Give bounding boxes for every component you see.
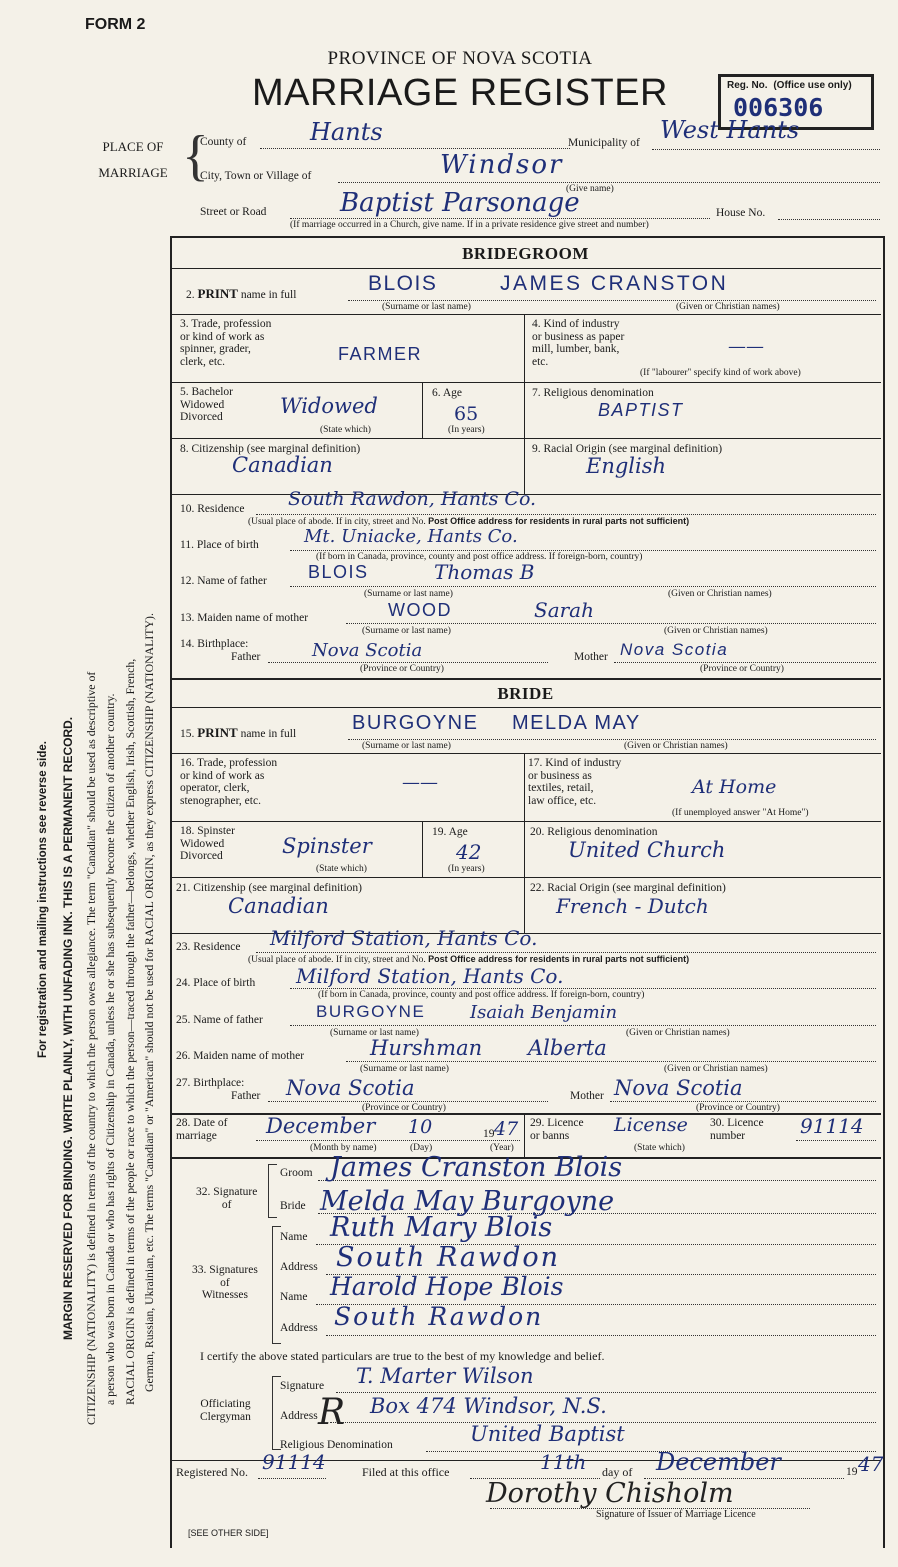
house-number-label: House No.: [716, 207, 766, 219]
groom-given-names: JAMES CRANSTON: [500, 272, 729, 295]
bride-surname-note: (Surname or last name): [362, 741, 451, 751]
bride-surname: BURGOYNE: [352, 712, 479, 734]
clergy-denomination: United Baptist: [470, 1422, 625, 1446]
page-title: MARRIAGE REGISTER: [252, 72, 668, 114]
marriage-year: 47: [494, 1118, 519, 1140]
margin-binding-note: MARGIN RESERVED FOR BINDING. WRITE PLAINLY, WITH UNFADING INK. THIS IS A PERMANENT RECORD.: [61, 716, 75, 1340]
clergyman-label: Officiating Clergyman: [200, 1398, 251, 1423]
groom-name-label: 2. PRINT name in full: [186, 286, 297, 301]
bride-father-given: Isaiah Benjamin: [470, 1002, 618, 1023]
filed-year-prefix: 19: [846, 1466, 858, 1478]
bride-mother-given-note: (Given or Christian names): [664, 1064, 768, 1074]
year-note: (Year): [490, 1143, 514, 1153]
groom-industry: ——: [728, 336, 764, 357]
reg-number-label: Reg. No.: [727, 80, 768, 91]
given-names-note: (Given or Christian names): [676, 302, 780, 312]
province-heading: PROVINCE OF NOVA SCOTIA: [327, 48, 593, 69]
place-brace: {: [182, 125, 209, 187]
bride-in-years: (In years): [448, 864, 485, 874]
clergy-address: Box 474 Windsor, N.S.: [370, 1394, 607, 1418]
bride-age: 42: [456, 840, 482, 864]
groom-bp-father: Nova Scotia: [312, 640, 423, 661]
groom-mother-surname: WOOD: [388, 600, 452, 620]
bride-bp-mother-label: Mother: [570, 1090, 604, 1102]
issuer-label: Signature of Issuer of Marriage Licence: [596, 1509, 756, 1520]
date-of-marriage-label: 28. Date of marriage: [176, 1117, 228, 1142]
see-other-side: [SEE OTHER SIDE]: [188, 1528, 269, 1538]
bride-racial-label: 22. Racial Origin (see marginal definition): [530, 882, 726, 894]
bride-bp-father: Nova Scotia: [286, 1076, 415, 1100]
witness1-address: South Rawdon: [336, 1242, 561, 1273]
w1-address-label: Address: [280, 1261, 318, 1273]
margin-definition-3: RACIAL ORIGIN is defined in terms of the people or race to which the person—traced through the father—belongs, whether English, Irish, Scottish, French,: [123, 658, 137, 1405]
licence-label: 29. Licence or banns: [530, 1117, 584, 1142]
licence-number: 91114: [800, 1114, 864, 1138]
groom-age-label: 6. Age: [432, 387, 463, 399]
bridegroom-heading: BRIDEGROOM: [462, 244, 589, 263]
bride-citizenship-label: 21. Citizenship (see marginal definition): [176, 882, 362, 894]
licence-type: License: [614, 1114, 688, 1136]
groom-birth: Mt. Uniacke, Hants Co.: [304, 526, 518, 547]
margin-definition-1: CITIZENSHIP (NATIONALITY) is defined in terms of the country to which the person owes allegiance. The term "Canadian" should be used as descriptive of: [84, 671, 98, 1425]
groom-father-given: Thomas B: [434, 560, 535, 584]
day-note: (Day): [410, 1143, 433, 1153]
bride-mother-given: Alberta: [528, 1036, 607, 1060]
licence-state-which: (State which): [634, 1143, 685, 1153]
groom-residence-note: (Usual place of abode. If in city, street and No. Post Office address for residents in rural parts not sufficient): [248, 516, 690, 527]
groom-racial-label: 9. Racial Origin (see marginal definition): [532, 443, 723, 455]
groom-in-years: (In years): [448, 425, 485, 435]
bride-citizenship: Canadian: [228, 894, 329, 918]
bride-trade: ——: [402, 772, 438, 793]
bride-bp-mother-note: (Province or Country): [696, 1103, 780, 1113]
filed-year: 47: [858, 1452, 884, 1476]
groom-industry-note: (If "labourer" specify kind of work above): [640, 368, 801, 378]
groom-bp-mother-note: (Province or Country): [700, 664, 784, 674]
father-given-note: (Given or Christian names): [668, 589, 772, 599]
bride-mother-label: 26. Maiden name of mother: [176, 1050, 305, 1062]
bride-birth-label: 24. Place of birth: [176, 977, 256, 989]
groom-birth-label: 11. Place of birth: [180, 539, 259, 551]
bride-status-label: 18. Spinster Widowed Divorced: [180, 825, 235, 862]
city-value: Windsor: [440, 150, 564, 180]
bride-bp-father-note: (Province or Country): [362, 1103, 446, 1113]
father-surname-note: (Surname or last name): [364, 589, 453, 599]
groom-birth-note: (If born in Canada, province, county and post office address. If foreign-born, country): [316, 552, 643, 562]
groom-trade-label: 3. Trade, profession or kind of work as spinner, grader, clerk, etc.: [180, 318, 272, 368]
bride-signature: Melda May Burgoyne: [320, 1186, 615, 1217]
marriage-year-prefix: 19: [483, 1128, 495, 1140]
bride-father-given-note: (Given or Christian names): [626, 1028, 730, 1038]
bride-residence-note: (Usual place of abode. If in city, street and No. Post Office address for residents in rural parts not sufficient): [248, 954, 690, 965]
reg-office-note: (Office use only): [773, 80, 852, 91]
groom-bp-father-label: Father: [231, 651, 261, 663]
clergy-initial-mark: R: [318, 1392, 346, 1433]
margin-definition-2: a person who was born in Canada or who has rights of Citizenship in Canada, unless he or she has subsequently become the citizen of another country.: [103, 693, 117, 1405]
groom-status: Widowed: [280, 394, 378, 418]
city-label: City, Town or Village of: [200, 170, 312, 182]
bride-given-note: (Given or Christian names): [624, 741, 728, 751]
witness2-address: South Rawdon: [334, 1302, 544, 1331]
groom-state-which: (State which): [320, 425, 371, 435]
surname-note: (Surname or last name): [382, 302, 471, 312]
reg-number-stamp: 006306: [733, 93, 824, 122]
street-label: Street or Road: [200, 206, 267, 218]
bride-given-names: MELDA MAY: [512, 712, 641, 734]
licence-number-label: 30. Licence number: [710, 1117, 764, 1142]
margin-instructions: For registration and mailing instructions see reverse side.: [37, 741, 49, 1058]
give-name-note: (Give name): [566, 184, 614, 194]
bride-religion-label: 20. Religious denomination: [530, 826, 658, 838]
registered-no: 91114: [262, 1450, 326, 1474]
groom-industry-label: 4. Kind of industry or business as paper mill, lumber, bank, etc.: [532, 318, 625, 368]
witness1-name: Ruth Mary Blois: [330, 1212, 553, 1243]
filed-label: Filed at this office: [362, 1465, 450, 1479]
certify-statement: I certify the above stated particulars are true to the best of my knowledge and belief.: [200, 1349, 605, 1363]
county-label: County of: [200, 136, 247, 148]
bride-heading: BRIDE: [497, 684, 554, 703]
groom-status-label: 5. Bachelor Widowed Divorced: [180, 386, 234, 423]
groom-citizenship-label: 8. Citizenship (see marginal definition): [180, 443, 361, 455]
groom-residence-label: 10. Residence: [180, 503, 245, 515]
bride-father-surname: BURGOYNE: [316, 1002, 426, 1021]
bride-racial: French - Dutch: [556, 894, 709, 918]
place-of-marriage-label: PLACE OF MARRIAGE: [98, 139, 168, 180]
bride-industry: At Home: [692, 776, 777, 798]
bride-birth-note: (If born in Canada, province, county and post office address. If foreign-born, country): [318, 990, 645, 1000]
mother-given-note: (Given or Christian names): [664, 626, 768, 636]
groom-racial: English: [586, 454, 667, 478]
groom-signature: James Cranston Blois: [330, 1152, 623, 1183]
bride-bp-father-label: Father: [231, 1090, 261, 1102]
filed-month: December: [656, 1448, 781, 1476]
bride-religion: United Church: [568, 838, 726, 862]
bride-trade-label: 16. Trade, profession or kind of work as operator, clerk, stenographer, etc.: [180, 757, 278, 807]
bride-birthplace-label: 27. Birthplace:: [176, 1077, 245, 1089]
bride-father-surname-note: (Surname or last name): [330, 1028, 419, 1038]
bride-industry-note: (If unemployed answer "At Home"): [672, 808, 809, 818]
registered-no-label: Registered No.: [176, 1465, 248, 1479]
witness2-name: Harold Hope Blois: [330, 1272, 564, 1301]
w2-address-label: Address: [280, 1322, 318, 1334]
issuer-signature: Dorothy Chisholm: [486, 1478, 734, 1509]
street-note: (If marriage occurred in a Church, give name. If in a private residence give street and number): [290, 220, 649, 230]
bride-residence-label: 23. Residence: [176, 941, 241, 953]
clergy-signature: T. Marter Wilson: [356, 1364, 534, 1388]
day-of-label: day of: [602, 1465, 633, 1479]
bride-birth: Milford Station, Hants Co.: [296, 964, 564, 988]
bride-sig-label: Bride: [280, 1200, 306, 1212]
mother-surname-note: (Surname or last name): [362, 626, 451, 636]
bride-mother-surname-note: (Surname or last name): [360, 1064, 449, 1074]
margin-definition-4: German, Russian, Ukrainian, etc. The terms "Canadian" or "American" should not be used for RACIAL ORIGIN, as they express CITIZENSHIP (NATIONALITY).: [142, 613, 156, 1392]
marriage-month: December: [266, 1114, 376, 1138]
clergy-signature-label: Signature: [280, 1380, 325, 1392]
groom-mother-label: 13. Maiden name of mother: [180, 612, 309, 624]
groom-sig-label: Groom: [280, 1167, 313, 1179]
groom-bp-mother-label: Mother: [574, 651, 608, 663]
w2-name-label: Name: [280, 1291, 308, 1303]
bride-state-which: (State which): [316, 864, 367, 874]
groom-age: 65: [454, 403, 479, 425]
groom-father-label: 12. Name of father: [180, 575, 267, 587]
witnesses-label: 33. Signatures of Witnesses: [192, 1264, 258, 1301]
bride-father-label: 25. Name of father: [176, 1014, 263, 1026]
county-value: Hants: [310, 118, 383, 146]
clergy-address-label: Address: [280, 1410, 318, 1422]
w1-name-label: Name: [280, 1231, 308, 1243]
bride-residence: Milford Station, Hants Co.: [270, 926, 538, 950]
bride-age-label: 19. Age: [432, 826, 468, 838]
groom-bp-mother: Nova Scotia: [620, 640, 729, 659]
form-number: FORM 2: [85, 16, 146, 33]
bride-status: Spinster: [282, 834, 372, 858]
month-note: (Month by name): [310, 1143, 377, 1153]
groom-mother-given: Sarah: [534, 598, 594, 622]
groom-surname: BLOIS: [368, 272, 438, 295]
signature-of-label: 32. Signature of: [196, 1186, 258, 1211]
groom-trade: FARMER: [338, 344, 423, 364]
marriage-day: 10: [408, 1116, 433, 1138]
groom-residence: South Rawdon, Hants Co.: [288, 488, 537, 510]
bride-industry-label: 17. Kind of industry or business as textiles, retail, law office, etc.: [528, 757, 622, 807]
filed-day: 11th: [540, 1450, 587, 1474]
street-value: Baptist Parsonage: [340, 188, 580, 218]
bride-name-label: 15. PRINT name in full: [180, 725, 297, 740]
groom-religion: BAPTIST: [598, 400, 684, 420]
municipality-label: Municipality of: [568, 137, 640, 149]
groom-bp-father-note: (Province or Country): [360, 664, 444, 674]
groom-religion-label: 7. Religious denomination: [532, 387, 654, 399]
bride-mother-surname: Hurshman: [370, 1036, 483, 1060]
religious-denomination-label: Religious Denomination: [280, 1439, 393, 1451]
municipality-value: West Hants: [660, 116, 800, 144]
groom-birthplace-label: 14. Birthplace:: [180, 638, 249, 650]
groom-citizenship: Canadian: [232, 453, 333, 477]
groom-father-surname: BLOIS: [308, 562, 369, 582]
bride-bp-mother: Nova Scotia: [614, 1076, 743, 1100]
